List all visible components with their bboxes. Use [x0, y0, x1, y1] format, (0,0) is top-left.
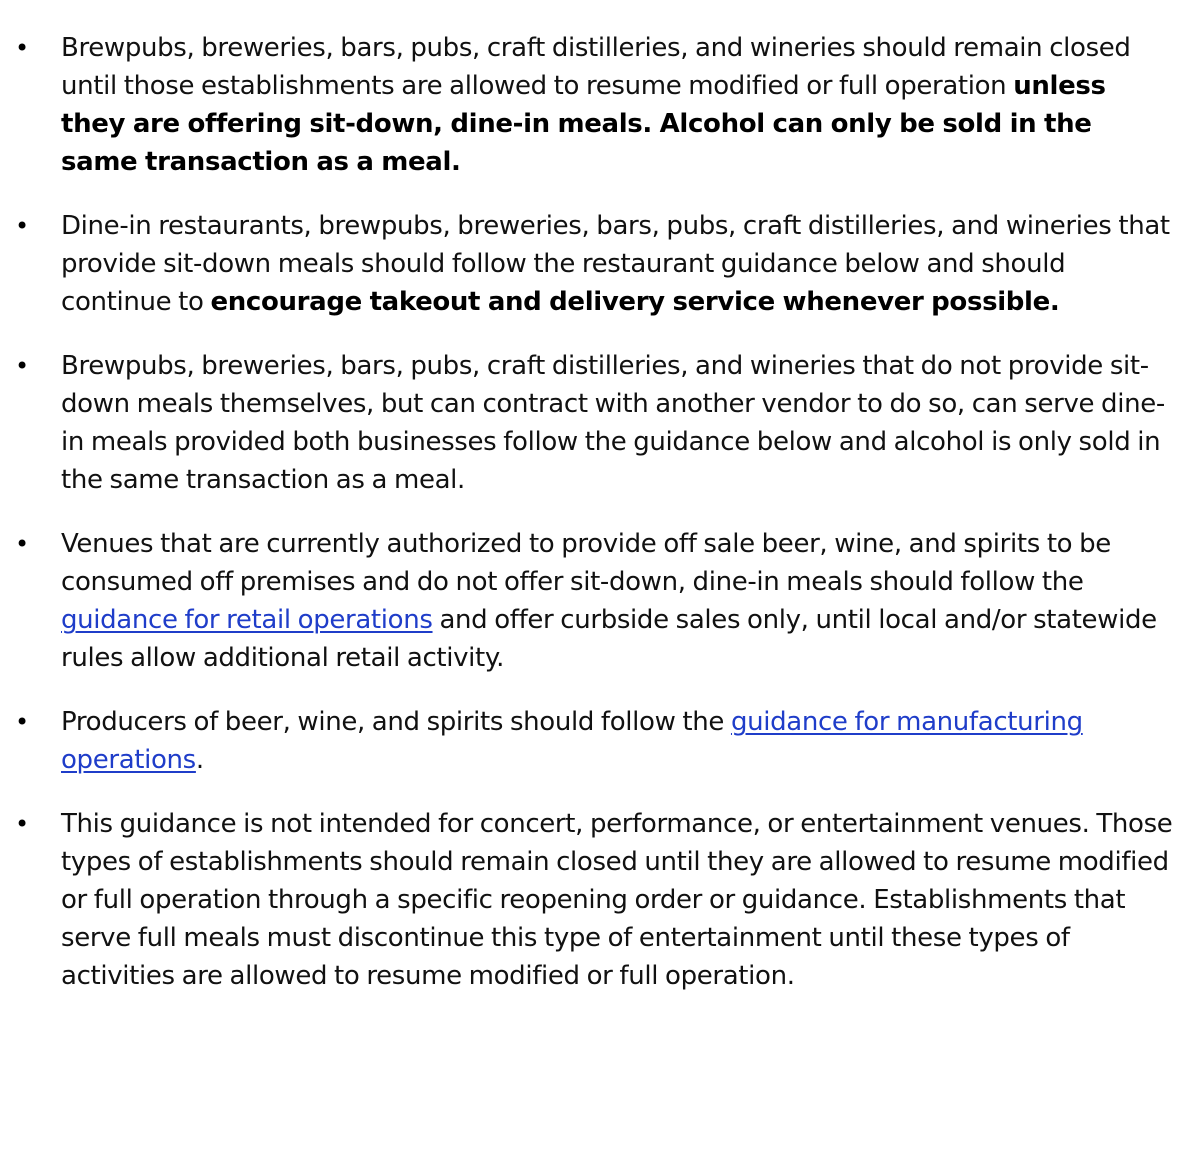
- bullet-icon: •: [15, 810, 30, 838]
- text-segment: .: [195, 745, 204, 775]
- retail-operations-link[interactable]: guidance for retail operations: [61, 605, 433, 635]
- bold-text-segment: unless they are offering sit-down, dine-in meals. Alcohol can only be sold in the same transaction as a meal.: [61, 71, 1106, 177]
- text-segment: Brewpubs, breweries, bars, pubs, craft distilleries, and wineries that do not provide sit-down meals themselves, but can contract with another vendor to do so, can serve dine-in meals provided both businesses follow the guidance below and alcohol is only sold in the same transaction as a meal.: [61, 351, 1165, 495]
- list-item-entertainment-venues: [0, 805, 1200, 995]
- bold-text-segment: encourage takeout and delivery service whenever possible.: [210, 287, 1060, 317]
- bullet-text: [61, 525, 1174, 677]
- text-segment: This guidance is not intended for concert, performance, or entertainment venues. Those types of establishments should remain closed until they are allowed to resume modified or full operation through a specific reopening order or guidance. Establishments that serve full meals must discontinue this type of entertainment until these types of activities are allowed to resume modified or full operation.: [61, 809, 1173, 991]
- bullet-icon: •: [15, 708, 30, 736]
- guidance-bullet-list: [0, 29, 1200, 1021]
- bullet-text: [61, 347, 1174, 499]
- bullet-icon: •: [15, 530, 30, 558]
- list-item-producers: [0, 703, 1200, 779]
- text-segment: Producers of beer, wine, and spirits should follow the: [61, 707, 731, 737]
- list-item-dine-in-guidance: [0, 207, 1200, 321]
- list-item-off-sale-venues: [0, 525, 1200, 677]
- text-segment: Brewpubs, breweries, bars, pubs, craft distilleries, and wineries should remain closed until those establishments are allowed to resume modified or full operation: [61, 33, 1131, 101]
- bullet-text: [61, 29, 1174, 181]
- bullet-text: [61, 207, 1174, 321]
- bullet-text: [61, 703, 1174, 779]
- list-item-contract-vendor: [0, 347, 1200, 499]
- list-item-closure-rule: [0, 29, 1200, 181]
- text-segment: Dine-in restaurants, brewpubs, breweries, bars, pubs, craft distilleries, and wineries that provide sit-down meals should follow the restaurant guidance below and should continue to: [61, 211, 1170, 317]
- bullet-icon: •: [15, 34, 30, 62]
- text-segment: and offer curbside sales only, until local and/or statewide rules allow additional retail activity.: [61, 605, 1157, 673]
- bullet-text: [61, 805, 1174, 995]
- bullet-icon: •: [15, 212, 30, 240]
- text-segment: Venues that are currently authorized to provide off sale beer, wine, and spirits to be consumed off premises and do not offer sit-down, dine-in meals should follow the: [61, 529, 1111, 597]
- manufacturing-operations-link[interactable]: guidance for manufacturing operations: [61, 707, 1083, 775]
- bullet-icon: •: [15, 352, 30, 380]
